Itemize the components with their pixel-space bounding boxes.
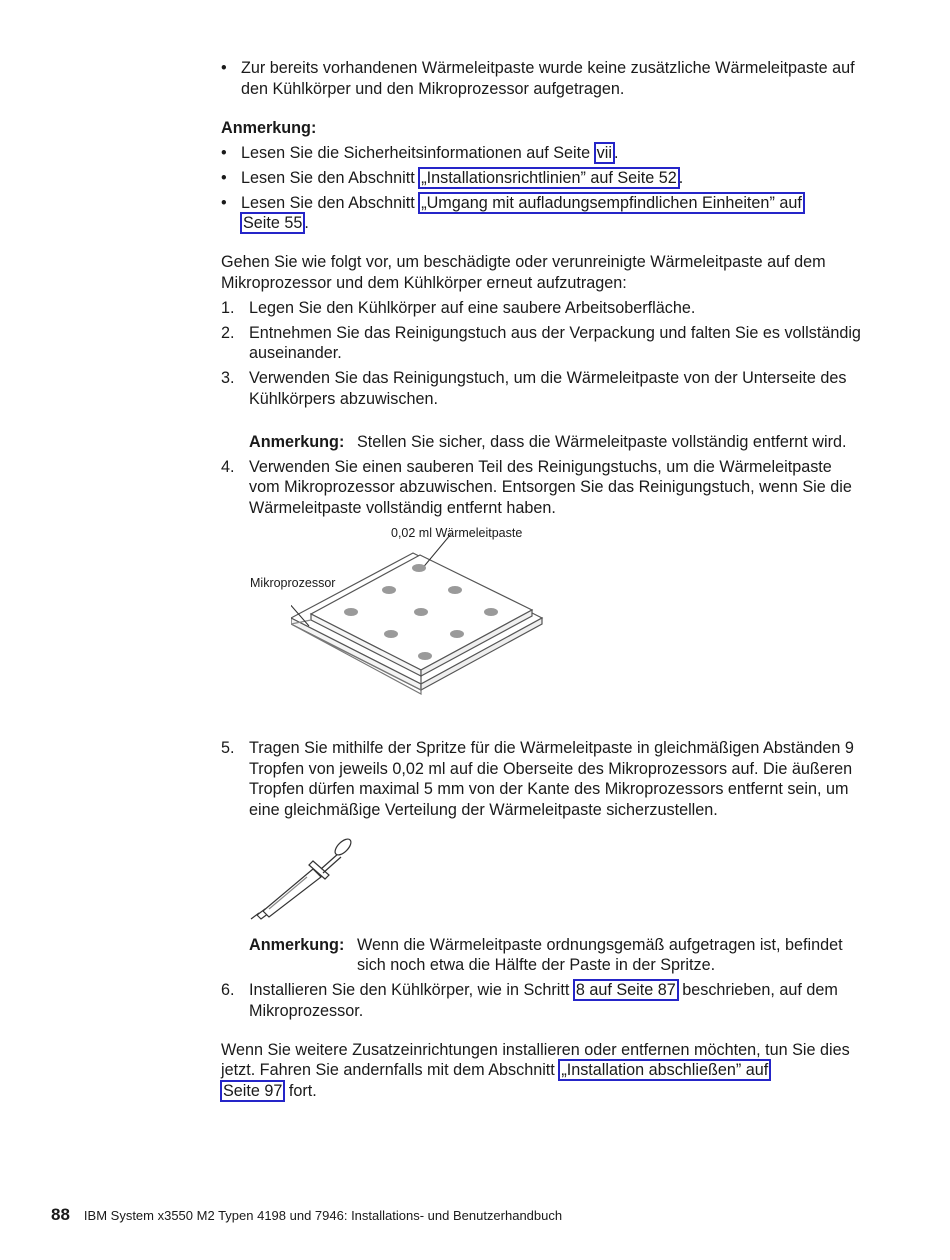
figure-label-cpu: Mikroprozessor — [250, 576, 336, 590]
step-6 — [221, 980, 861, 1021]
bullet-text: . — [304, 214, 309, 232]
note-heading: Anmerkung: — [221, 118, 317, 137]
closing-text: Wenn Sie weitere Zusatzeinrichtungen installieren oder entfernen möchten, tun Sie dies jetzt. Fahren Sie andernfalls mit dem Abschnitt — [221, 1040, 850, 1079]
step-number: 3. — [221, 369, 235, 387]
note-text: Wenn die Wärmeleitpaste ordnungsgemäß aufgetragen ist, befindet sich noch etwa die Hälfte der Paste in der Spritze. — [357, 935, 843, 974]
step-text: Verwenden Sie das Reinigungstuch, um die Wärmeleitpaste von der Unterseite des Kühlkörpers abzuwischen. — [249, 369, 847, 408]
step-2 — [221, 323, 861, 364]
link-complete-installation-page[interactable]: Seite 97 — [220, 1080, 285, 1102]
step-number: 6. — [221, 981, 235, 999]
list-item: • Zur bereits vorhandenen Wärmeleitpaste wurde keine zusätzliche Wärmeleitpaste auf den Kühlkörper und den Mikroprozessor aufgetragen. — [221, 58, 861, 99]
bullet-text: Lesen Sie den Abschnitt — [241, 168, 420, 187]
step-5 — [221, 738, 861, 820]
list-item — [221, 193, 861, 234]
step-text: Installieren Sie den Kühlkörper, wie in Schritt — [249, 981, 574, 999]
bullet-text: . — [613, 143, 619, 162]
closing-paragraph — [221, 1040, 861, 1102]
step-3-note — [249, 432, 861, 453]
book-title: IBM System x3550 M2 Typen 4198 und 7946: Installations- und Benutzerhandbuch — [83, 1208, 563, 1223]
page-footer — [51, 1206, 562, 1225]
page-content — [221, 58, 861, 1101]
link-static-sensitive-devices[interactable]: „Umgang mit aufladungsempfindlichen Einheiten” auf — [418, 192, 805, 214]
figure-syringe — [249, 825, 861, 935]
step-number: 2. — [221, 323, 235, 342]
figure-label-paste: 0,02 ml Wärmeleitpaste — [391, 526, 523, 540]
bullet-text: . — [678, 168, 684, 187]
step-4 — [221, 457, 861, 519]
figure-microprocessor — [221, 526, 861, 738]
step-text: Verwenden Sie einen sauberen Teil des Reinigungstuchs, um die Wärmeleitpaste vom Mikroprozessor abzuwischen. Entsorgen Sie das Reinigungstuch, wenn Sie die Wärmeleitpaste vollständig entfernt haben. — [249, 457, 852, 517]
link-static-sensitive-devices-page[interactable]: Seite 55 — [240, 212, 305, 234]
step-number: 4. — [221, 457, 235, 476]
step-3 — [221, 368, 861, 409]
procedure-intro: Gehen Sie wie folgt vor, um beschädigte oder verunreinigte Wärmeleitpaste auf dem Mikroprozessor und dem Kühlkörper erneut aufzutragen: — [221, 253, 826, 292]
step-text: beschrieben, auf dem Mikroprozessor. — [249, 981, 838, 1020]
page-number: 88 — [51, 1205, 70, 1224]
bullet-text: Lesen Sie den Abschnitt — [241, 193, 420, 212]
step-number: 5. — [221, 739, 235, 757]
step-text: Entnehmen Sie das Reinigungstuch aus der Verpackung und falten Sie es vollständig auseinander. — [249, 323, 861, 362]
link-step-8[interactable]: 8 auf Seite 87 — [573, 979, 679, 1001]
list-item — [221, 143, 861, 164]
syringe-illustration — [249, 835, 359, 925]
step-1 — [221, 298, 861, 319]
step-text: Tragen Sie mithilfe der Spritze für die Wärmeleitpaste in gleichmäßigen Abständen 9 Tropfen von jeweils 0,02 ml auf die Oberseite des Mikroprozessors auf. Die äußeren Tropfen dürfen maximal 5 mm von der Kante des Mikroprozessors entfernt sein, um eine gleichmäßige Verteilung der Wärmeleitpaste sicherzustellen. — [249, 739, 854, 819]
note-label: Anmerkung: — [249, 432, 345, 451]
step-5-note — [249, 935, 861, 976]
link-complete-installation[interactable]: „Installation abschließen” auf — [558, 1059, 771, 1081]
step-number: 1. — [221, 298, 235, 317]
microprocessor-illustration — [291, 526, 591, 738]
link-safety-info[interactable]: vii — [594, 142, 615, 164]
closing-text: fort. — [284, 1081, 317, 1100]
link-installation-guidelines[interactable]: „Installationsrichtlinien” auf Seite 52 — [418, 167, 680, 189]
list-item — [221, 168, 861, 189]
step-text: Legen Sie den Kühlkörper auf eine saubere Arbeitsoberfläche. — [249, 298, 696, 317]
note-label: Anmerkung: — [249, 935, 345, 954]
note-text: Stellen Sie sicher, dass die Wärmeleitpaste vollständig entfernt wird. — [357, 432, 847, 451]
bullet-text: Lesen Sie die Sicherheitsinformationen auf Seite — [241, 143, 595, 162]
